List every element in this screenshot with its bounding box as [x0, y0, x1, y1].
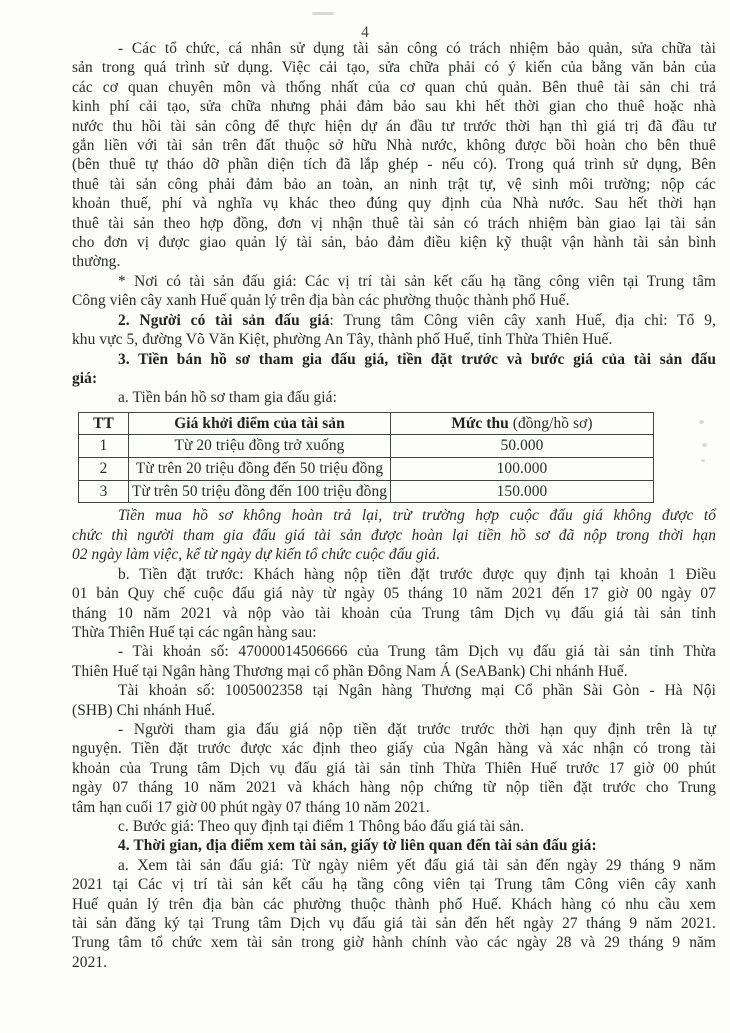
fee-table-cell: Từ trên 20 triệu đồng đến 50 triệu đồng	[129, 458, 391, 481]
scan-artifact	[702, 443, 707, 447]
text-run: Giá khởi điểm của tài sản	[174, 414, 345, 432]
fee-table-cell: 100.000	[391, 458, 654, 481]
text-run: nguyện. Tiền đặt trước được xác định theo giấy của Ngân hàng và xác nhận có trong tài	[72, 740, 716, 758]
text-run: Huế quản lý trên địa bàn các phường thuộc thành phố Huế. Khách hàng có nhu cầu xem	[72, 895, 716, 913]
text-line	[72, 214, 716, 233]
text-run: tâm hạn cuối 17 giờ 00 phút ngày 07 tháng 10 năm 2021.	[72, 798, 430, 816]
fee-table	[78, 412, 654, 504]
text-run: - Các tổ chức, cá nhân sử dụng tài sản công có trách nhiệm bảo quản, sửa chữa tài	[118, 40, 716, 57]
text-run: thuê tài sản công phải đảm bảo an toàn, an ninh trật tự, vệ sinh môi trường; nộp các	[72, 175, 716, 193]
text-run: Tiền mua hồ sơ không hoàn trả lại, trừ trường hợp cuộc đấu giá không được tổ	[118, 507, 716, 525]
fee-table-row	[79, 458, 654, 481]
text-line	[72, 759, 716, 778]
paragraph	[72, 311, 716, 350]
paragraph	[72, 565, 716, 643]
text-run: 2. Người có tài sản đấu giá	[118, 311, 330, 329]
text-line	[72, 58, 716, 77]
paragraph	[72, 817, 716, 836]
text-run: Mức thu	[451, 414, 513, 432]
text-line	[72, 350, 716, 369]
text-run: * Nơi có tài sản đấu giá: Các vị trí tài sản kết cấu hạ tầng công viên tại Trung tâm	[118, 272, 716, 290]
text-line	[72, 388, 716, 407]
text-run: thường.	[72, 253, 121, 271]
text-line	[72, 662, 716, 681]
paragraph	[72, 836, 716, 855]
fee-table-cell: 1	[79, 435, 129, 458]
text-run: a. Xem tài sản đấu giá: Từ ngày niêm yết đấu giá tài sản đến ngày 29 tháng 9 năm	[118, 856, 716, 874]
text-run: khoản thuế, phí và nghĩa vụ khác theo đúng quy định của Nhà nước. Sau hết thời hạn	[72, 195, 716, 213]
text-line	[72, 330, 716, 349]
text-line	[72, 933, 716, 952]
text-line	[72, 875, 716, 894]
fee-table-row	[79, 435, 654, 458]
text-run: (bên thuê tự tháo dỡ phần diện tích đã lắp ghép - nếu có). Trong quá trình sử dụng, Bên	[72, 156, 716, 174]
text-run: sản trong quá trình sử dụng. Việc cải tạo, sửa chữa phải có ý kiến của bằng văn bản của	[72, 59, 716, 77]
fee-table-cell: 150.000	[391, 480, 654, 503]
text-run: TT	[93, 414, 114, 432]
text-line	[72, 252, 716, 271]
page-number: 4	[361, 24, 369, 41]
paragraph	[72, 642, 716, 681]
text-run: a. Tiền bán hồ sơ tham gia đấu giá:	[118, 389, 337, 407]
text-run: - Người tham gia đấu giá nộp tiền đặt trước trước thời hạn quy định trên là tự	[118, 720, 716, 738]
text-run: kinh phí cải tạo, sửa chữa nhưng phải đảm bảo sau khi hết thời gian cho thuê hoặc nhà	[72, 98, 716, 116]
text-line	[72, 895, 716, 914]
text-line	[72, 623, 716, 642]
text-run: giá:	[72, 369, 98, 387]
text-run: khoản của Trung tâm Dịch vụ đấu giá tài sản tỉnh Thừa Thiên Huế trước 17 giờ 00 phút	[72, 759, 716, 777]
paragraph	[72, 39, 716, 272]
text-run: nước thu hồi tài sản công để thực hiện dự án đầu tư trước thời hạn thì giá trị đã đầu tư	[72, 117, 716, 135]
text-run: thuê tài sản theo hợp đồng, đơn vị nhận thuê tài sản có trách nhiệm bàn giao lại tài sản	[72, 214, 716, 232]
text-run: b. Tiền đặt trước: Khách hàng nộp tiền đặt trước được quy định tại khoản 1 Điều	[118, 565, 716, 583]
text-run: (đồng/hồ sơ)	[512, 414, 593, 432]
text-line	[72, 97, 716, 116]
text-line	[72, 817, 716, 836]
text-run: Thừa Thiên Huế tại các ngân hàng sau:	[72, 623, 317, 641]
text-run: Tài khoản số: 1005002358 tại Ngân hàng Thương mại Cổ phần Sài Gòn - Hà Nội	[118, 682, 716, 700]
text-run: Trung tâm tổ chức xem tài sản trong giờ hành chính vào các ngày 28 và 29 tháng 9 năm	[72, 934, 716, 952]
text-line	[72, 836, 716, 855]
text-line	[72, 78, 716, 97]
text-run: 2021.	[72, 953, 108, 971]
paragraph	[72, 388, 716, 407]
text-run: 3. Tiền bán hồ sơ tham gia đấu giá, tiền đặt trước và bước giá của tài sản đấu	[118, 350, 716, 368]
text-run: 2021 tại Các vị trí tài sản kết cấu hạ tầng công viên tại Trung tâm Công viên cây xanh	[72, 876, 716, 894]
text-run: 4. Thời gian, địa điểm xem tài sản, giấy tờ liên quan đến tài sản đấu giá:	[118, 837, 597, 855]
text-run: chức thì người tham gia đấu giá tài sản được hoàn lại tiền hồ sơ đã nộp trong thời hạn	[72, 526, 716, 544]
text-run: (SHB) Chi nhánh Huế.	[72, 701, 216, 719]
fee-table-header-cell	[129, 412, 391, 435]
paragraph	[72, 856, 716, 972]
text-line	[72, 681, 716, 700]
text-run: 02 ngày làm việc, kể từ ngày dự kiến tổ chức cuộc đấu giá.	[72, 546, 441, 564]
text-line	[72, 565, 716, 584]
text-line	[72, 291, 716, 310]
text-line	[72, 739, 716, 758]
scan-artifact	[312, 12, 334, 15]
scan-artifact	[699, 420, 704, 424]
text-line	[72, 155, 716, 174]
fee-table-cell: 3	[79, 480, 129, 503]
fee-table-header-cell	[391, 412, 654, 435]
text-line	[72, 584, 716, 603]
paragraph	[72, 681, 716, 720]
text-run: 01 bản Quy chế cuộc đấu giá này từ ngày 05 tháng 10 năm 2021 đến 17 giờ 00 ngày 07	[72, 585, 716, 603]
text-line	[72, 778, 716, 797]
paragraph	[72, 506, 716, 564]
text-line	[72, 136, 716, 155]
text-run: c. Bước giá: Theo quy định tại điểm 1 Thông báo đấu giá tài sản.	[118, 817, 525, 835]
fee-table-cell: 50.000	[391, 435, 654, 458]
document-body	[72, 39, 716, 972]
text-run: : Trung tâm Công viên cây xanh Huế, địa chỉ: Tổ 9,	[329, 311, 716, 329]
text-run: cho đơn vị được giao quản lý tài sản, bảo đảm điều kiện kỹ thuật vận hành tài sản bình	[72, 234, 716, 252]
text-run: tháng 10 năm 2021 và nộp vào tài khoản của Trung tâm Dịch vụ đấu giá tài sản tỉnh	[72, 604, 716, 622]
paragraph	[72, 272, 716, 311]
paragraph	[72, 720, 716, 817]
text-line	[72, 642, 716, 661]
fee-table-row	[79, 480, 654, 503]
text-run: khu vực 5, đường Võ Văn Kiệt, phường An Tây, thành phố Huế, tỉnh Thừa Thiên Huế.	[72, 331, 613, 349]
text-line	[72, 233, 716, 252]
text-line	[72, 720, 716, 739]
text-line	[72, 272, 716, 291]
text-line	[72, 117, 716, 136]
text-line	[72, 194, 716, 213]
text-run: Công viên cây xanh Huế quản lý trên địa bàn các phường thuộc thành phố Huế.	[72, 292, 570, 310]
text-line	[72, 311, 716, 330]
text-line	[72, 506, 716, 525]
text-run: ngày 07 tháng 10 năm 2021 và khách hàng nộp chứng từ nộp tiền đặt trước cho Trung	[72, 779, 716, 797]
text-line	[72, 953, 716, 972]
text-run: các cơ quan chuyên môn và thống nhất của cơ quan chủ quản. Bên thuê tài sản chi trả	[72, 78, 716, 96]
fee-table-cell: Từ 20 triệu đồng trở xuống	[129, 435, 391, 458]
text-line	[72, 856, 716, 875]
fee-table-cell: Từ trên 50 triệu đồng đến 100 triệu đồng	[129, 480, 391, 503]
text-run: - Tài khoản số: 47000014506666 của Trung tâm Dịch vụ đấu giá tài sản tỉnh Thừa	[118, 643, 716, 661]
text-run: tài sản đăng ký tại Trung tâm Dịch vụ đấu giá tài sản đến hết ngày 27 tháng 9 năm 2021.	[72, 915, 716, 932]
text-run: gắn liền với tài sản trên đất thuộc sở hữu Nhà nước, không được bồi hoàn cho bên thuê	[72, 137, 716, 155]
text-line	[72, 369, 716, 388]
text-line	[72, 701, 716, 720]
text-run: Thiên Huế tại Ngân hàng Thương mại cổ phần Đông Nam Á (SeABank) Chi nhánh Huế.	[72, 662, 628, 680]
fee-table-cell: 2	[79, 458, 129, 481]
text-line	[72, 526, 716, 545]
fee-table-header-row	[79, 412, 654, 435]
text-line	[72, 604, 716, 623]
text-line	[72, 39, 716, 58]
text-line	[72, 545, 716, 564]
paragraph	[72, 350, 716, 389]
scan-artifact	[701, 459, 705, 462]
text-line	[72, 914, 716, 933]
text-line	[72, 798, 716, 817]
text-line	[72, 175, 716, 194]
fee-table-header-cell	[79, 412, 129, 435]
